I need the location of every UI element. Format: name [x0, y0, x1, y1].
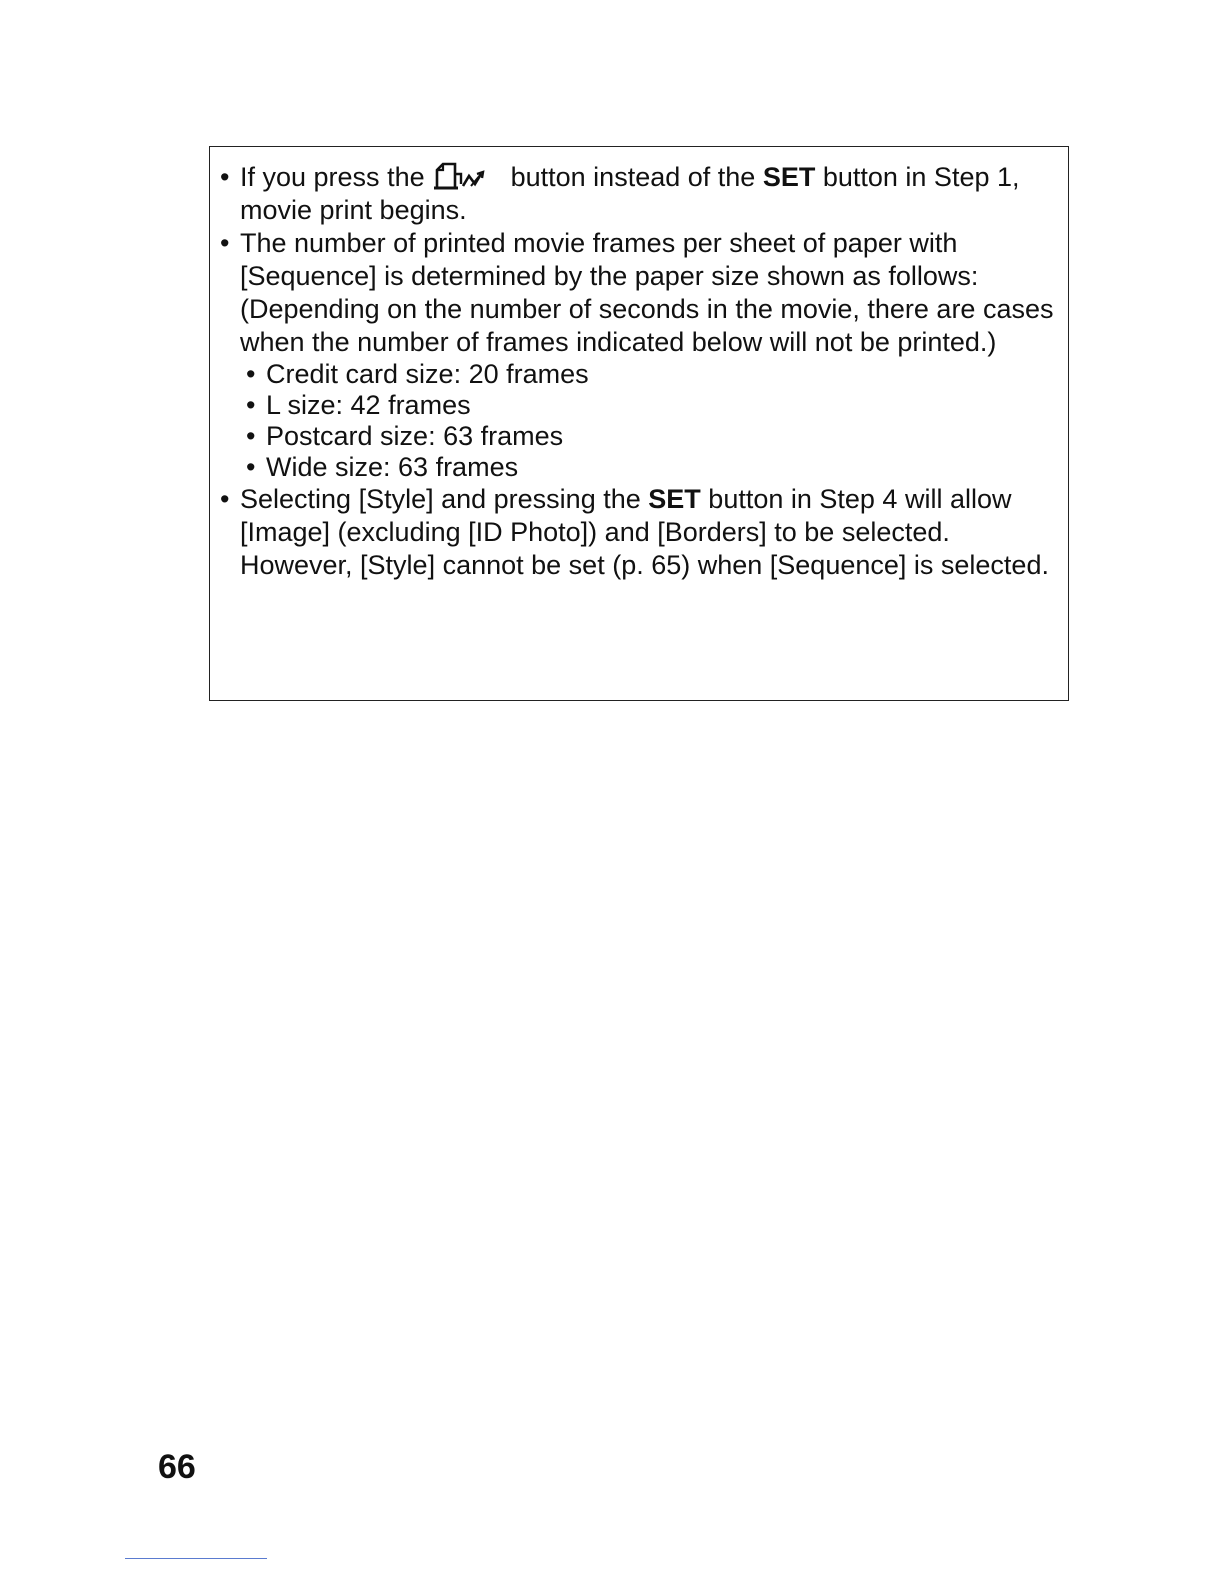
note-item-style	[220, 483, 1058, 582]
bullet: •	[246, 452, 256, 482]
bullet: •	[220, 228, 230, 258]
page-number: 66	[158, 1448, 196, 1486]
bullet: •	[220, 484, 230, 514]
note-text: If you press the	[240, 162, 425, 192]
set-button-label: SET	[762, 162, 816, 192]
footer-rule	[125, 1558, 267, 1559]
paper-size-text: L size: 42 frames	[266, 390, 471, 420]
note-text: Selecting [Style] and pressing the	[240, 484, 641, 514]
list-item	[240, 390, 1058, 421]
paper-size-text: Postcard size: 63 frames	[266, 421, 564, 451]
note-text: The number of printed movie frames per sheet of paper with [Sequence] is determined by the paper size shown as follows: (Depending on the number of seconds in the movie, there are cases when the number of frames indicated below will not be printed.)	[240, 228, 1054, 357]
paper-size-text: Credit card size: 20 frames	[266, 359, 589, 389]
note-item-sequence	[220, 227, 1058, 483]
print-share-icon	[433, 162, 505, 190]
paper-size-list	[240, 359, 1058, 483]
set-button-label: SET	[648, 484, 701, 514]
note-text: button instead of the	[510, 162, 756, 192]
note-item-movie-print	[220, 161, 1058, 227]
note-text: button in Step 4 will allow [Image] (excluding [ID Photo]) and [Borders] to be selected.	[240, 484, 1012, 547]
bullet: •	[246, 390, 256, 420]
note-text: However, [Style] cannot be set (p. 65) when [Sequence] is selected.	[240, 550, 1049, 580]
list-item	[240, 421, 1058, 452]
paper-size-text: Wide size: 63 frames	[266, 452, 519, 482]
bullet: •	[246, 359, 256, 389]
note-box	[209, 146, 1069, 701]
note-text: button in Step 1, movie print begins.	[240, 162, 1020, 225]
bullet: •	[220, 162, 230, 192]
bullet: •	[246, 421, 256, 451]
list-item	[240, 359, 1058, 390]
list-item	[240, 452, 1058, 483]
